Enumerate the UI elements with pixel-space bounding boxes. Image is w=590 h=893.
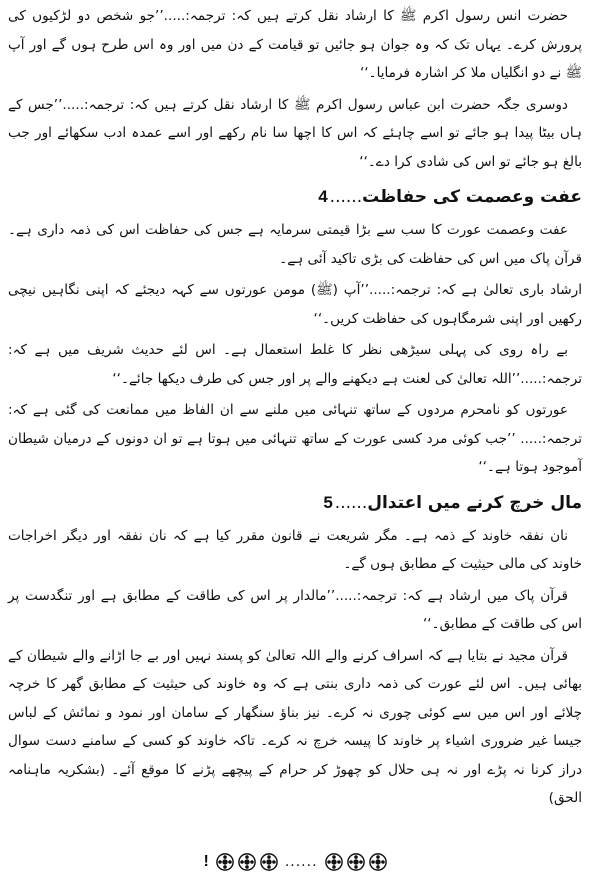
footer-dots: ...... bbox=[284, 854, 318, 870]
section-number: 5 bbox=[323, 492, 333, 512]
section-dots: ...... bbox=[334, 492, 368, 513]
flower-ornament-icon bbox=[216, 853, 234, 871]
article-page bbox=[8, 2, 582, 888]
paragraph-chastity-2: ارشاد باری تعالیٰ ہے کہ: ترجمہ:.....’’آپ (ﷺ) مومن عورتوں سے کہہ دیجئے کہ اپنی نگاہیں نیچی رکھیں اور اپنی شرمگاہوں کی حفاظت کریں۔‘‘ bbox=[8, 282, 582, 327]
flower-ornament-icon bbox=[260, 853, 278, 871]
section-number: 4 bbox=[318, 187, 328, 206]
section-heading-spending bbox=[8, 486, 582, 520]
flower-ornament-icon bbox=[325, 853, 343, 871]
flower-ornament-icon bbox=[238, 853, 256, 871]
flower-ornament-icon bbox=[369, 853, 387, 871]
section-dots: ...... bbox=[329, 187, 363, 207]
section-title: عفت وعصمت کی حفاظت bbox=[362, 187, 582, 207]
paragraph-hadith-daughters: حضرت انس رسول اکرم ﷺ کا ارشاد نقل کرتے ہیں کہ: ترجمہ:.....’’جو شخص دو لڑکیوں کی پرورش کرے۔ یہاں تک کہ وہ جوان ہو جائیں تو قیامت کے دن میں اور وہ اس طرح ہوں گے اور آپ ﷺ نے دو انگلیاں ملا کر اشارہ فرمایا۔‘‘ bbox=[8, 8, 582, 81]
section-heading-chastity bbox=[8, 180, 582, 214]
paragraph-chastity-4: عورتوں کو نامحرم مردوں کے ساتھ تنہائی میں ملنے سے ان الفاظ میں ممانعت کی گئی ہے کہ: ترجمہ:..... ’’جب کوئی مرد کسی عورت کے ساتھ تنہائی میں ہوتا ہے تو ان دونوں کے درمیان شیطان آموجود ہوتا ہے۔‘‘ bbox=[8, 402, 582, 475]
footer-ornament bbox=[0, 848, 590, 876]
paragraph-spending-2: قرآن پاک میں ارشاد ہے کہ: ترجمہ:.....’’مالدار پر اس کی طاقت کے مطابق ہے اور تنگدست پر اس کی طاقت کے مطابق۔‘‘ bbox=[8, 587, 582, 632]
paragraph-spending-3: قرآن مجید نے بتایا ہے کہ اسراف کرنے والے اللہ تعالیٰ کو پسند نہیں اور بے جا اڑانے والے شیطان کے بھائی ہیں۔ اس لئے عورت کی ذمہ داری بنتی ہے کہ وہ خاوند کی حیثیت کے مطابق گھر کا خرچہ چلائے اور اس میں سے کوئی چوری نہ کرے۔ نیز بناؤ سنگھار کے سامان اور نمود و نمائش کے لباس جیسا غیر ضروری اشیاء پر خاوند کا پیسہ خرچ نہ کرے۔ تاکہ خاوند کو کسی کے سامنے دست سوال دراز کرنا نہ پڑے اور نہ ہی حلال کو چھوڑ کر حرام کے پیچھے پڑنے کا موقع آئے۔ (بشکریہ ماہنامہ الحق) bbox=[8, 647, 582, 806]
paragraph-chastity-3: بے راہ روی کی پہلی سیڑھی نظر کا غلط استعمال ہے۔ اس لئے حدیث شریف میں ہے کہ: ترجمہ:.....’’اللہ تعالیٰ کی لعنت ہے دیکھنے والے پر اور جس کی طرف دیکھا جائے۔‘‘ bbox=[8, 342, 582, 387]
paragraph-chastity-1: عفت وعصمت عورت کا سب سے بڑا قیمتی سرمایہ ہے جس کی حفاظت اس کی ذمہ داری ہے۔ قرآن پاک میں اس کی حفاظت کی بڑی تاکید آئی ہے۔ bbox=[8, 222, 582, 267]
paragraph-spending-1: نان نفقہ خاوند کے ذمہ ہے۔ مگر شریعت نے قانون مقرر کیا ہے کہ نان نفقہ اور دیگر اخراجات خاوند کی مالی حیثیت کے مطابق ہوں گے۔ bbox=[8, 527, 582, 572]
flower-ornament-icon bbox=[347, 853, 365, 871]
section-title: مال خرچ کرنے میں اعتدال bbox=[367, 492, 582, 513]
paragraph-hadith-son: دوسری جگہ حضرت ابن عباس رسول اکرم ﷺ کا ارشاد نقل کرتے ہیں کہ: ترجمہ:.....’’جس کے ہاں بیٹا پیدا ہو جائے تو اسے چاہئے کہ اس کا اچھا سا نام رکھے اور اسے عمدہ ادب سکھائے اور جب بالغ ہو جائے تو اس کی شادی کرا دے۔‘‘ bbox=[8, 96, 582, 170]
footer-exclamation: ! bbox=[203, 853, 209, 870]
